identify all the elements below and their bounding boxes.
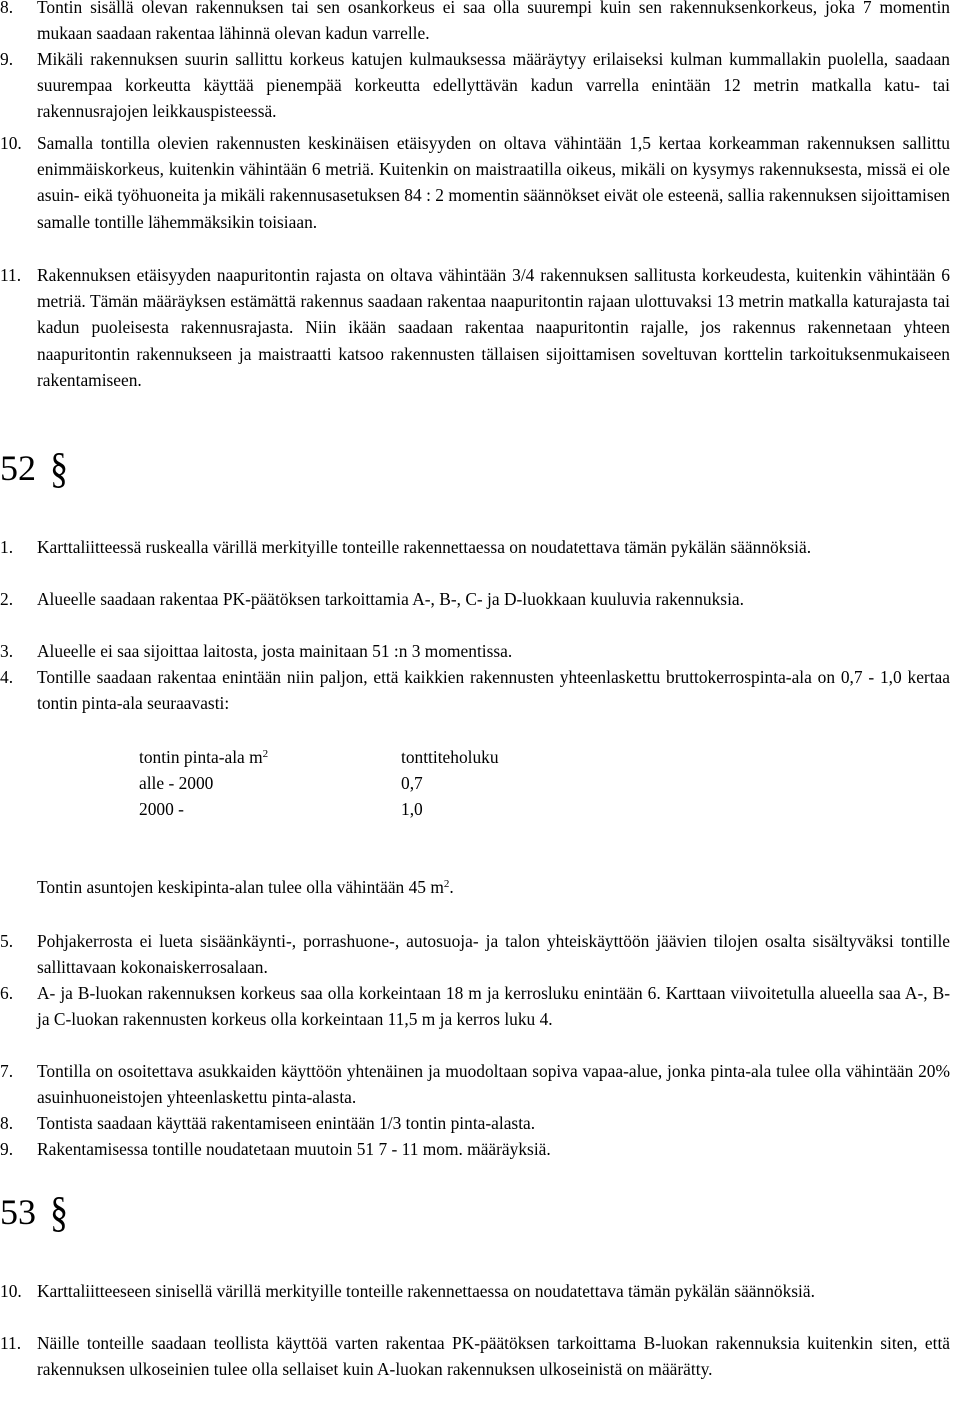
table-cell-ratio: 1,0 bbox=[401, 799, 423, 819]
item-number: 11. bbox=[0, 1333, 22, 1353]
plot-ratio-table bbox=[139, 744, 639, 824]
section-heading-52 bbox=[0, 444, 68, 492]
item-number: 6. bbox=[0, 983, 14, 1003]
item-text: Mikäli rakennuksen suurin sallittu korkeus katujen kulmauksessa määräytyy erilaiseksi kulman kummallakin puolella, saadaan suurempaa korkeutta käyttää pienempää korkeutta edellyttävän kadun varrella enintään 12 metrin matkalla katu- tai rakennusrajojen leikkauspisteessä. bbox=[37, 49, 950, 122]
item-number: 2. bbox=[0, 589, 14, 609]
item-number: 8. bbox=[0, 1113, 14, 1133]
list-item bbox=[0, 130, 950, 235]
item-number: 9. bbox=[0, 1139, 14, 1159]
section-sign-icon: § bbox=[50, 444, 68, 492]
table-header-area: tontin pinta-ala $m^2$ bbox=[139, 747, 269, 767]
item-number: 4. bbox=[0, 667, 14, 687]
item-text: A- ja B-luokan rakennuksen korkeus saa olla korkeintaan 18 m ja kerrosluku enintään 6. Karttaan viivoitetulla alueella saa A-, B- ja C-luokan rakennusten korkeus olla korkeintaan 11,5 m ja kerros luku 4. bbox=[37, 983, 950, 1030]
table-cell-area: alle - 2000 bbox=[139, 773, 214, 793]
list-item bbox=[0, 1330, 950, 1382]
list-item bbox=[0, 1278, 950, 1304]
table-cell-ratio: 0,7 bbox=[401, 773, 423, 793]
item-text: Tontista saadaan käyttää rakentamiseen enintään 1/3 tontin pinta-alasta. bbox=[37, 1113, 536, 1133]
section-heading-53 bbox=[0, 1188, 68, 1236]
item-number: 11. bbox=[0, 265, 22, 285]
note-text: Tontin asuntojen keskipinta-alan tulee olla vähintään 45 $m^2$. bbox=[37, 877, 454, 897]
list-item bbox=[0, 1110, 950, 1136]
item-number: 7. bbox=[0, 1061, 14, 1081]
item-number: 10. bbox=[0, 133, 22, 153]
item-text: Karttaliitteessä ruskealla värillä merkityille tonteille rakennettaessa on noudatettava tämän pykälän säännöksiä. bbox=[37, 537, 812, 557]
item-number: 3. bbox=[0, 641, 14, 661]
list-item bbox=[0, 980, 950, 1032]
item-number: 5. bbox=[0, 931, 14, 951]
table-cell-area: 2000 - bbox=[139, 799, 184, 819]
list-item bbox=[0, 262, 950, 393]
list-item bbox=[0, 0, 950, 46]
list-item bbox=[0, 1058, 950, 1110]
item-text: Näille tonteille saadaan teollista käyttöä varten rakentaa PK-päätöksen tarkoittama B-luokan rakennuksia kuitenkin siten, että rakennuksen ulkoseinien tulee olla sellaiset kuin A-luokan rakennuksen ulkoseinistä on määrätty. bbox=[37, 1333, 950, 1380]
item-number: 9. bbox=[0, 49, 14, 69]
item-text: Pohjakerrosta ei lueta sisäänkäynti-, porrashuone-, autosuoja- ja talon yhteiskäyttöön jäävien tilojen osalta sisältyväksi tontille sallittavaan kokonaiskerrosalaan. bbox=[37, 931, 950, 978]
item-text: Rakennuksen etäisyyden naapuritontin rajasta on oltava vähintään 3/4 rakennuksen sallitusta korkeudesta, kuitenkin vähintään 6 metriä. Tämän määräyksen estämättä rakennus saadaan rakentaa naapuritontin rajaan ulottuvaksi 13 metrin matkalla katurajasta tai kadun puoleisesta rakennusrajasta. Niin ikään saadaan rakentaa naapuritontin rajalle, jos rakennus rakennetaan yhteen naapuritontin rakennukseen ja maistraatti katsoo rakennusten tällaisen sijoittamisen soveltuvan korttelin tarkoituksenmukaiseen rakentamiseen. bbox=[37, 265, 950, 390]
list-item bbox=[0, 1136, 950, 1162]
list-item bbox=[0, 928, 950, 980]
section-number: 52 bbox=[0, 448, 36, 488]
item-number: 1. bbox=[0, 537, 14, 557]
item-text: Tontilla on osoitettava asukkaiden käyttöön yhtenäinen ja muodoltaan sopiva vapaa-alue, jonka pinta-ala tulee olla vähintään 20% asuinhuoneistojen yhteenlaskettu pinta-alasta. bbox=[37, 1061, 950, 1108]
item-number: 10. bbox=[0, 1281, 22, 1301]
list-item bbox=[0, 664, 950, 716]
item-text: Tontin sisällä olevan rakennuksen tai sen osankorkeus ei saa olla suurempi kuin sen rakennuksenkorkeus, joka 7 momentin mukaan saadaan rakentaa lähinnä olevan kadun varrelle. bbox=[37, 0, 950, 44]
item-text: Rakentamisessa tontille noudatetaan muutoin 51 7 - 11 mom. määräyksiä. bbox=[37, 1139, 551, 1159]
item-text: Samalla tontilla olevien rakennusten keskinäisen etäisyyden on oltava vähintään 1,5 kertaa korkeamman rakennuksen sallittu enimmäiskorkeus, kuitenkin vähintään 6 metriä. Kuitenkin on maistraatilla oikeus, mikäli on kysymys rakennuksesta, missä ei ole asuin- eikä työhuoneita ja mikäli rakennusasetuksen 84 : 2 momentin säännökset eivät ole esteenä, sallia rakennuksen sijoittamisen samalle tontille lähemmäksikin toisiaan. bbox=[37, 133, 950, 232]
section-number: 53 bbox=[0, 1192, 36, 1232]
item-number: 8. bbox=[0, 0, 14, 17]
list-item bbox=[0, 638, 950, 664]
list-item bbox=[0, 586, 950, 612]
item-text: Karttaliitteeseen sinisellä värillä merkityille tonteille rakennettaessa on noudatettava tämän pykälän säännöksiä. bbox=[37, 1281, 815, 1301]
item-text: Alueelle ei saa sijoittaa laitosta, josta mainitaan 51 :n 3 momentissa. bbox=[37, 641, 513, 661]
table-header-ratio: tonttiteholuku bbox=[401, 747, 499, 767]
item-text: Tontille saadaan rakentaa enintään niin paljon, että kaikkien rakennusten yhteenlaskettu bruttokerrospinta-ala on 0,7 - 1,0 kertaa tontin pinta-ala seuraavasti: bbox=[37, 667, 950, 714]
list-item bbox=[0, 46, 950, 125]
list-item bbox=[0, 534, 950, 560]
section-sign-icon: § bbox=[50, 1188, 68, 1236]
item-text: Alueelle saadaan rakentaa PK-päätöksen tarkoittamia A-, B-, C- ja D-luokkaan kuuluvia rakennuksia. bbox=[37, 589, 744, 609]
